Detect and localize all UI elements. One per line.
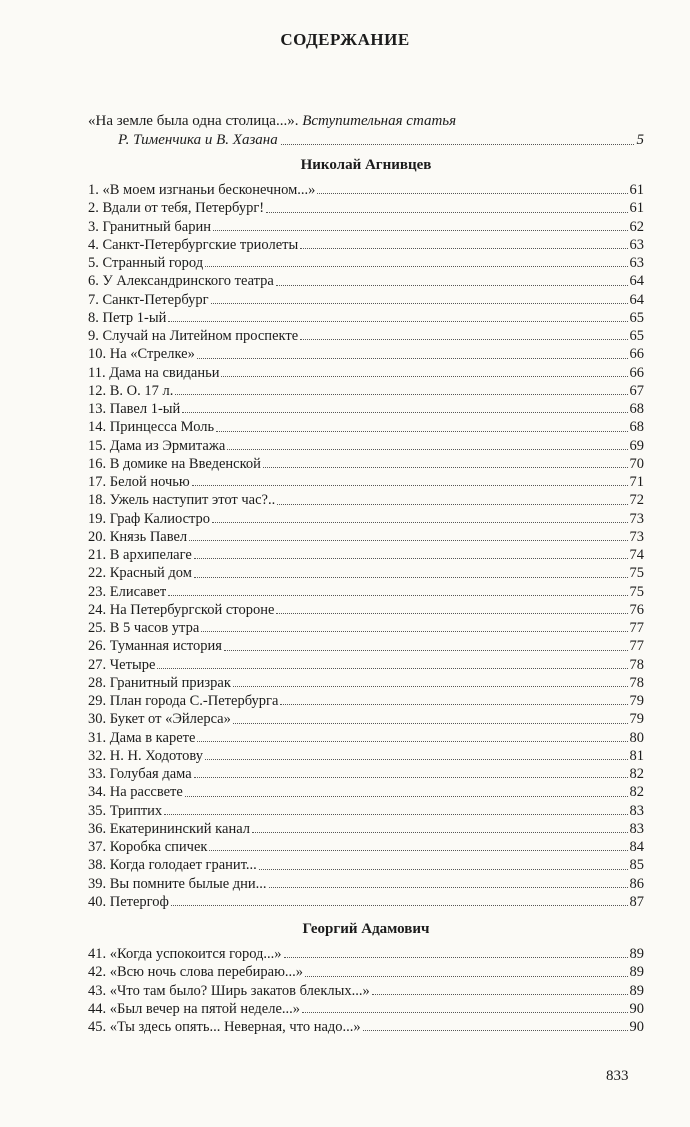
- dot-leader: [213, 230, 628, 231]
- entry-title: 44. «Был вечер на пятой неделе...»: [88, 1000, 301, 1017]
- entry-page: 85: [629, 857, 644, 874]
- dot-leader: [233, 686, 628, 687]
- toc-entry: [88, 637, 644, 655]
- entry-page: 64: [629, 273, 644, 290]
- entry-title: 43. «Что там было? Ширь закатов блеклых...»: [88, 982, 370, 999]
- intro-authors: Р. Тименчика и В. Хазана: [118, 132, 278, 148]
- dot-leader: [277, 504, 627, 505]
- page-title: СОДЕРЖАНИЕ: [280, 30, 410, 49]
- dot-leader: [211, 303, 628, 304]
- toc-entry: [88, 875, 644, 893]
- dot-leader: [221, 376, 627, 377]
- entry-page: 81: [629, 747, 644, 764]
- toc-entry: [88, 254, 644, 272]
- entry-page: 77: [629, 638, 644, 655]
- entry-title: 15. Дама из Эрмитажа: [88, 437, 226, 454]
- entry-title: 20. Князь Павел: [88, 528, 188, 545]
- entry-page: 83: [629, 820, 644, 837]
- toc-entry: [88, 327, 644, 345]
- dot-leader: [205, 759, 627, 760]
- toc-entry: [88, 199, 644, 217]
- entry-title: 22. Красный дом: [88, 565, 192, 582]
- entry-title: 32. Н. Н. Ходотову: [88, 747, 204, 764]
- toc-entry: [88, 856, 644, 874]
- entry-page: 72: [629, 492, 644, 509]
- entry-page: 63: [629, 236, 644, 253]
- dot-leader: [197, 741, 627, 742]
- toc-entry: [88, 747, 644, 765]
- dot-leader: [157, 668, 627, 669]
- dot-leader: [302, 1012, 627, 1013]
- dot-leader: [168, 321, 627, 322]
- entry-title: 35. Триптих: [88, 802, 163, 819]
- entry-title: 16. В домике на Введенской: [88, 455, 261, 472]
- entry-page: 78: [629, 656, 644, 673]
- entry-title: 3. Гранитный барин: [88, 218, 211, 235]
- entry-page: 75: [629, 583, 644, 600]
- entry-page: 89: [629, 982, 644, 999]
- entry-title: 41. «Когда успокоится город...»: [88, 946, 282, 962]
- toc-entry: [88, 564, 644, 582]
- entry-page: 75: [629, 565, 644, 582]
- toc-entry: [88, 546, 644, 564]
- entry-title: 23. Елисавет: [88, 583, 167, 600]
- dot-leader: [194, 777, 628, 778]
- entry-title: 17. Белой ночью: [88, 474, 190, 490]
- toc-entry: [88, 710, 644, 728]
- entry-page: 89: [629, 964, 644, 981]
- entry-page: 61: [629, 200, 644, 217]
- entry-title: 27. Четыре: [88, 656, 156, 673]
- entry-title: 42. «Всю ночь слова перебираю...»: [88, 964, 304, 981]
- dot-leader: [300, 339, 627, 340]
- toc-entry: [88, 783, 644, 801]
- dot-leader: [201, 631, 627, 632]
- entry-title: 1. «В моем изгнаньи бесконечном...»: [88, 182, 316, 198]
- entry-title: 36. Екатерининский канал: [88, 820, 250, 837]
- dot-leader: [269, 887, 628, 888]
- toc-entry: [88, 309, 644, 327]
- dot-leader: [300, 248, 627, 249]
- entry-title: 11. Дама на свиданьи: [88, 364, 220, 381]
- entry-page: 70: [629, 455, 644, 472]
- dot-leader: [280, 704, 627, 705]
- entry-page: 68: [629, 419, 644, 436]
- entry-page: 87: [629, 893, 644, 910]
- toc-entry: [88, 382, 644, 400]
- entry-title: 31. Дама в карете: [88, 729, 196, 746]
- entry-page: 84: [629, 839, 644, 855]
- entry-page: 73: [629, 528, 644, 545]
- dot-leader: [372, 994, 628, 995]
- toc-entry: [88, 601, 644, 619]
- dot-leader: [363, 1030, 628, 1031]
- entry-title: 40. Петергоф: [88, 893, 169, 910]
- entry-page: 74: [629, 547, 644, 563]
- entry-title: 8. Петр 1-ый: [88, 309, 167, 326]
- entry-page: 67: [629, 382, 644, 399]
- entry-page: 68: [629, 401, 644, 417]
- toc-entry: [88, 418, 644, 436]
- toc-entry: [88, 510, 644, 528]
- entry-page: 63: [629, 255, 644, 271]
- dot-leader: [205, 266, 627, 267]
- entry-page: 79: [629, 711, 644, 728]
- entry-title: 19. Граф Калиостро: [88, 510, 211, 527]
- intro-lead-italic: Вступительная статья: [302, 113, 457, 129]
- entry-title: 2. Вдали от тебя, Петербург!: [88, 200, 265, 217]
- entry-page: 62: [629, 218, 644, 235]
- intro-entry: [88, 112, 644, 150]
- entry-title: 6. У Александринского театра: [88, 273, 274, 290]
- entry-page: 69: [629, 437, 644, 454]
- entry-page: 78: [629, 674, 644, 691]
- dot-leader: [227, 449, 627, 450]
- toc-entry: [88, 1018, 644, 1036]
- entry-page: 83: [629, 802, 644, 819]
- entry-title: 24. На Петербургской стороне: [88, 601, 275, 618]
- dot-leader: [284, 957, 628, 958]
- entry-title: 21. В архипелаге: [88, 547, 192, 563]
- toc-entry: [88, 765, 644, 783]
- toc-entry: [88, 1000, 644, 1018]
- entry-title: 37. Коробка спичек: [88, 839, 208, 855]
- toc-entry: [88, 491, 644, 509]
- section-entries: [88, 945, 644, 1036]
- entry-page: 65: [629, 309, 644, 326]
- toc-entry: [88, 291, 644, 309]
- toc-entry: [88, 820, 644, 838]
- entry-title: 28. Гранитный призрак: [88, 674, 231, 691]
- toc-entry: [88, 893, 644, 911]
- dot-leader: [189, 540, 627, 541]
- toc-entry: [88, 236, 644, 254]
- entry-page: 90: [629, 1000, 644, 1017]
- dot-leader: [281, 144, 634, 145]
- toc-entry: [88, 473, 644, 491]
- intro-lead: «На земле была одна столица...».: [88, 113, 299, 129]
- entry-page: 66: [629, 364, 644, 381]
- toc-entry: [88, 945, 644, 963]
- toc-entry: [88, 345, 644, 363]
- entry-page: 64: [629, 291, 644, 308]
- toc-entry: [88, 364, 644, 382]
- entry-page: 82: [629, 766, 644, 782]
- dot-leader: [168, 595, 627, 596]
- dot-leader: [224, 650, 628, 651]
- entry-title: 18. Ужель наступит этот час?..: [88, 492, 276, 509]
- entry-page: 61: [629, 182, 644, 198]
- entry-page: 86: [629, 875, 644, 892]
- toc-entry: [88, 181, 644, 199]
- entry-title: 45. «Ты здесь опять... Неверная, что надо...»: [88, 1019, 361, 1035]
- dot-leader: [305, 976, 627, 977]
- entry-title: 14. Принцесса Моль: [88, 419, 215, 436]
- toc-entry: [88, 982, 644, 1000]
- entry-page: 80: [629, 729, 644, 746]
- entry-title: 10. На «Стрелке»: [88, 346, 195, 363]
- entry-title: 4. Санкт-Петербургские триолеты: [88, 236, 299, 253]
- entry-page: 65: [629, 328, 644, 344]
- dot-leader: [194, 558, 628, 559]
- entry-title: 13. Павел 1-ый: [88, 401, 181, 417]
- dot-leader: [175, 394, 627, 395]
- dot-leader: [216, 431, 627, 432]
- toc-entry: [88, 528, 644, 546]
- entry-title: 38. Когда голодает гранит...: [88, 857, 257, 874]
- entry-page: 82: [629, 784, 644, 801]
- intro-page: 5: [636, 132, 644, 148]
- entry-title: 29. План города С.-Петербурга: [88, 693, 279, 709]
- toc-entry: [88, 583, 644, 601]
- page-number: 833: [606, 1068, 629, 1084]
- dot-leader: [182, 412, 627, 413]
- toc-entry: [88, 656, 644, 674]
- toc-entry: [88, 963, 644, 981]
- entry-title: 33. Голубая дама: [88, 766, 192, 782]
- dot-leader: [233, 723, 628, 724]
- entry-title: 25. В 5 часов утра: [88, 620, 200, 636]
- section-heading: Николай Агнивцев: [300, 157, 432, 173]
- intro-line-2: [88, 131, 644, 150]
- dot-leader: [209, 850, 627, 851]
- entry-page: 71: [629, 474, 644, 490]
- dot-leader: [197, 358, 628, 359]
- toc-entry: [88, 437, 644, 455]
- dot-leader: [192, 485, 628, 486]
- entry-title: 5. Странный город: [88, 255, 204, 271]
- entry-title: 26. Туманная история: [88, 638, 222, 655]
- toc-entry: [88, 218, 644, 236]
- entry-title: 30. Букет от «Эйлерса»: [88, 711, 231, 728]
- toc-entry: [88, 619, 644, 637]
- section-heading: Георгий Адамович: [302, 921, 430, 937]
- dot-leader: [317, 193, 627, 194]
- entry-page: 90: [629, 1019, 644, 1035]
- dot-leader: [185, 796, 628, 797]
- toc-entry: [88, 272, 644, 290]
- dot-leader: [194, 577, 628, 578]
- dot-leader: [276, 285, 628, 286]
- dot-leader: [212, 522, 627, 523]
- entry-title: 39. Вы помните былые дни...: [88, 875, 267, 892]
- entry-page: 89: [629, 946, 644, 962]
- dot-leader: [252, 832, 628, 833]
- toc-entry: [88, 455, 644, 473]
- toc-entry: [88, 802, 644, 820]
- toc-entry: [88, 838, 644, 856]
- toc-entry: [88, 400, 644, 418]
- entry-title: 9. Случай на Литейном проспекте: [88, 328, 299, 344]
- entry-title: 34. На рассвете: [88, 784, 183, 801]
- dot-leader: [171, 905, 628, 906]
- dot-leader: [266, 212, 627, 213]
- toc-entry: [88, 729, 644, 747]
- entry-page: 76: [629, 601, 644, 618]
- toc-entry: [88, 674, 644, 692]
- entry-title: 7. Санкт-Петербург: [88, 291, 209, 308]
- dot-leader: [276, 613, 627, 614]
- toc-entry: [88, 692, 644, 710]
- section-entries: [88, 181, 644, 911]
- dot-leader: [259, 869, 628, 870]
- entry-page: 66: [629, 346, 644, 363]
- dot-leader: [263, 467, 628, 468]
- entry-page: 73: [629, 510, 644, 527]
- entry-title: 12. В. О. 17 л.: [88, 382, 174, 399]
- intro-line-1: [88, 112, 644, 131]
- entry-page: 77: [629, 620, 644, 636]
- entry-page: 79: [629, 693, 644, 709]
- dot-leader: [164, 814, 627, 815]
